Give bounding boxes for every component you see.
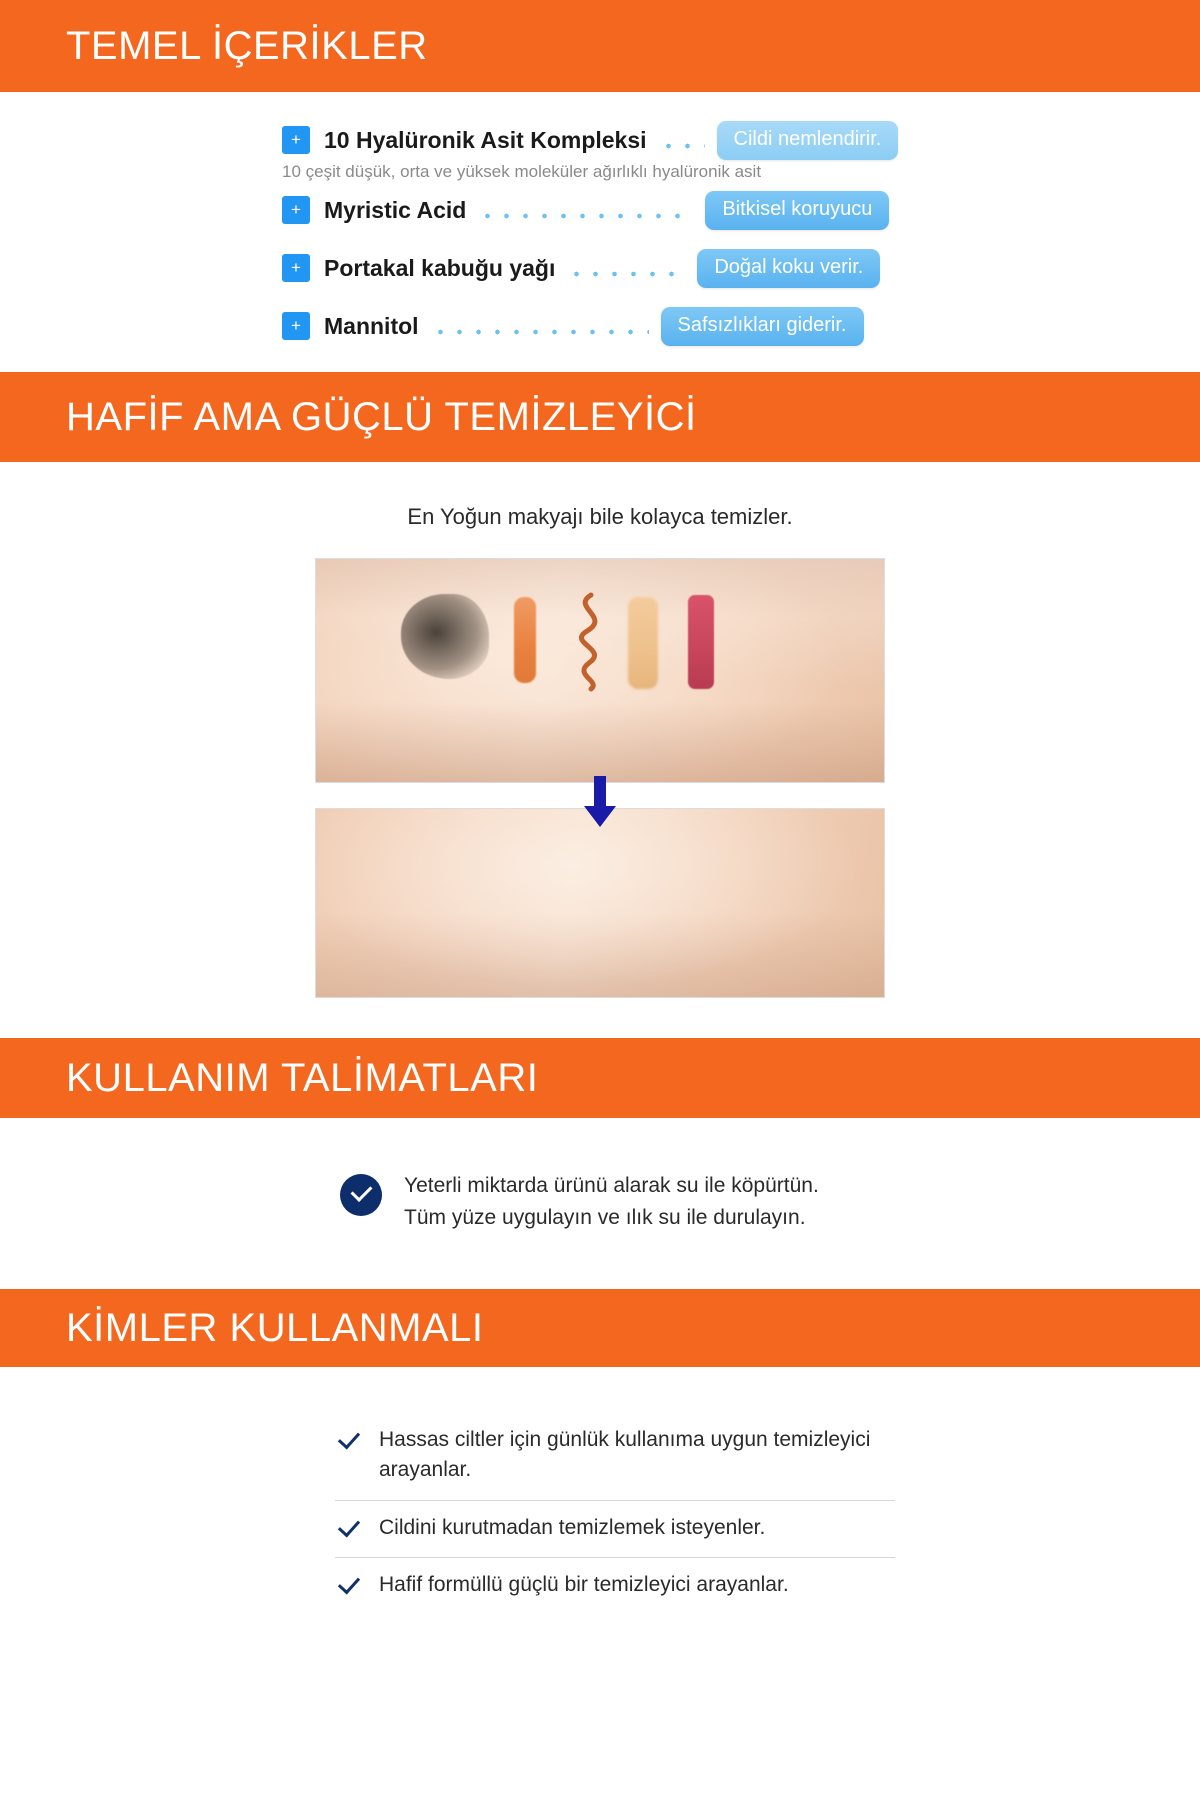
dotted-leader [567, 271, 685, 277]
ingredient-row [282, 120, 1200, 160]
swatch-lipstick [688, 595, 714, 689]
section-banner-who [0, 1289, 1200, 1367]
ingredient-benefit-badge: Doğal koku verir. [697, 249, 880, 288]
plus-icon: + [282, 126, 310, 154]
arm-skin [316, 809, 884, 997]
ingredient-description: 10 çeşit düşük, orta ve yüksek moleküler ağırlıklı hyalüronik asit [282, 162, 762, 181]
dotted-leader [431, 329, 649, 335]
section-title-usage: KULLANIM TALİMATLARI [66, 1056, 539, 1100]
audience-text: Cildini kurutmadan temizlemek isteyenler. [379, 1515, 766, 1539]
cleanser-demo [0, 462, 1200, 1038]
list-item [335, 1558, 895, 1614]
usage-text [404, 1170, 819, 1233]
audience-text: Hafif formüllü güçlü bir temizleyici arayanlar. [379, 1573, 789, 1597]
ingredient-name: Myristic Acid [324, 196, 467, 223]
photo-shading [316, 702, 884, 782]
ingredient-row [282, 190, 1200, 230]
dotted-leader [478, 213, 693, 219]
list-item [335, 1413, 895, 1501]
ingredient-benefit-badge: Bitkisel koruyucu [705, 191, 889, 230]
section-title-who: KİMLER KULLANMALI [66, 1306, 484, 1350]
swatch-orange-cream [514, 597, 536, 683]
section-banner-usage [0, 1038, 1200, 1118]
check-icon [335, 1573, 361, 1599]
ingredients-list [0, 92, 1200, 372]
target-audience [0, 1367, 1200, 1677]
audience-text: Hassas ciltler için günlük kullanıma uygun temizleyici arayanlar. [379, 1428, 871, 1482]
photo-arm-with-makeup [315, 558, 885, 783]
swatch-foundation [628, 597, 658, 689]
ingredient-name: Mannitol [324, 312, 419, 339]
ingredient-benefit-badge: Safsızlıkları giderir. [661, 307, 864, 346]
section-banner-cleanser [0, 372, 1200, 462]
ingredient-name: 10 Hyalüronik Asit Kompleksi [324, 126, 647, 153]
swatch-mascara [401, 594, 489, 679]
list-item [335, 1501, 895, 1558]
usage-instructions [0, 1118, 1200, 1289]
usage-line-1: Yeterli miktarda ürünü alarak su ile köpürtün. [404, 1174, 819, 1197]
down-arrow-icon [583, 776, 617, 828]
ingredient-row [282, 248, 1200, 288]
plus-icon: + [282, 312, 310, 340]
before-after-comparison [315, 558, 885, 998]
section-title-ingredients: TEMEL İÇERİKLER [66, 24, 428, 68]
ingredient-name: Portakal kabuğu yağı [324, 254, 556, 281]
section-title-cleanser: HAFİF AMA GÜÇLÜ TEMİZLEYİCİ [66, 395, 697, 439]
usage-line-2: Tüm yüze uygulayın ve ılık su ile durulayın. [404, 1205, 806, 1229]
cleanser-caption: En Yoğun makyajı bile kolayca temizler. [407, 504, 793, 529]
check-icon [335, 1516, 361, 1542]
swatch-eyeliner-squiggle [561, 589, 621, 694]
photo-arm-clean [315, 808, 885, 998]
plus-icon: + [282, 196, 310, 224]
ingredient-benefit-badge: Cildi nemlendirir. [717, 121, 899, 160]
check-icon [335, 1428, 361, 1454]
plus-icon: + [282, 254, 310, 282]
section-banner-ingredients [0, 0, 1200, 92]
ingredient-row [282, 306, 1200, 346]
dotted-leader [659, 143, 705, 149]
check-circle-icon [340, 1174, 382, 1216]
